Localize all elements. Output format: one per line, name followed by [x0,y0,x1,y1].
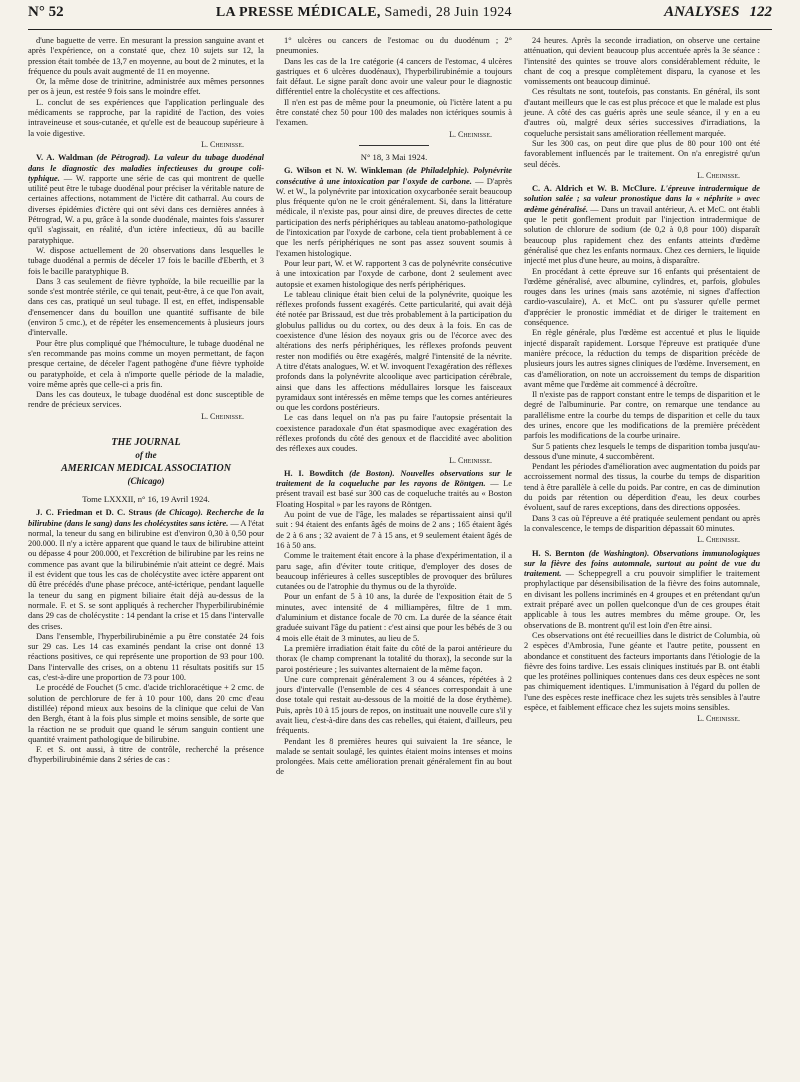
article-author: G. Wilson et N. W. Winkleman [284,166,403,176]
section-name: ANALYSES [664,4,740,20]
signature: L. Cheinisse. [697,714,740,724]
column-2 [276,36,512,778]
article-text: — A l'état normal, la teneur du sang en bilirubine est d'environ 0,30 à 0,50 pour 200.000. Il n'y a ictère apparent que quand le taux de bilirubine atteint ou dépasse 4 pour 200.000, et l'excrétion de bilirubine par les reins ne commence pas avant que la bilirubinémie n'ait atteint ce degré. Mais il est évident que tous les cas de cholécystite avec ictère apparent ont dû être précédés d'une phase précoce, anté-ictérique, pendant laquelle la teneur du sang en pigment biliaire était déjà au-dessus de la normale. F. et S. se sont appliqués à rechercher l'hyperbilirubinémie dans 29 cas de cholécystite : 14 pendant la crise et 15 dans l'intervalle des crises. [28,518,265,631]
paragraph: Comme le traitement était encore à la phase d'expérimentation, il a paru sage, afin d'éviter toute critique, d'employer des doses de beaucoup inférieures à celles susceptibles de provoquer des brûlures cutanées ou de l'atrophie du thymus ou de la thyroïde. [276,551,512,592]
issue-date: Samedi, 28 Juin 1924 [384,5,512,20]
journal-line: AMERICAN MEDICAL ASSOCIATION [61,462,231,474]
article-title: (de Boston). Nouvelles observations sur le traitement de la coqueluche par les rayons de Röntgen. [276,468,513,489]
paragraph: Dans l'ensemble, l'hyperbilirubinémie a pu être constatée 24 fois sur 29 cas. Les 14 cas examinés pendant la crise ont donné 13 réactions positives, ce qui représente une proportion de 93 pour 100. Dans l'intervalle des crises, on a obtenu 11 résultats positifs sur 15 cas, c'est-à-dire une proportion de 73 pour 100. [28,631,264,683]
paragraph: Au point de vue de l'âge, les malades se répartissaient ainsi qu'il suit : 94 étaient des enfants âgés de moins de 2 ans ; 165 étaient âgés de 2 à 6 ans ; 32 avaient de 7 à 15 ans, et 9 seulement étaient âgés de 16 à 50 ans. [276,510,512,550]
paragraph: L. conclut de ses expériences que l'application perlinguale des médicaments se rapproche, par la rapidité de l'action, des voies intraveineuse et sous-cutanée, et qu'elle est de beaucoup supérieure à la voie digestive. [28,97,264,138]
article-author: H. S. Bernton [532,548,585,558]
article-bowditch [276,469,512,510]
paragraph: Pendant les périodes d'amélioration avec augmentation du poids par accroissement normal des tissus, la courbe du temps de disparition tend à être parallèle à celle du poids. Par contre, en cas de diminution du poids par rétention ou déperdition d'eau, les deux courbes évoluent, sauf de rares exceptions, dans des directions opposées. [524,462,760,513]
article-friedman [28,508,264,632]
paragraph: Pour leur part, W. et W. rapportent 3 cas de polynévrite consécutive à une intoxication par l'oxyde de carbone, dont 2 seulement avec autopsie et examen histologique des nerfs périphériques. [276,258,512,289]
section-heading [664,4,772,21]
paragraph: Le cas dans lequel on n'a pas pu faire l'autopsie présentait la coexistence paradoxale d'un état spasmodique avec exagération des réflexes profonds du côté des genoux et de flaccidité avec abolition des réflexes aux coudes. [276,413,512,454]
paragraph: En règle générale, plus l'œdème est accentué et plus le liquide injecté disparaît rapidement. Lorsque l'épreuve est pratiquée d'une manière précoce, la réduction du temps de disparition précède de plusieurs jours les autres signes cliniques de l'œdème. Inversement, en cas d'amélioration, on note un accroissement du temps de disparition avant même que l'œdème ait commencé à décroître. [524,328,760,389]
article-text: — Scheppegrell a cru pouvoir simplifier le traitement prophylactique par désensibilisation de la fièvre des foins automnale, en divisant les pollens incriminés en 4 groupes et en prétendant qu'un extrait préparé avec un pollen quelconque d'un de ces groupes était applicable à tous les autres membres du même groupe. Or, les observations de B. montrent qu'il est loin d'en être ainsi. [524,569,761,630]
paragraph: 24 heures. Après la seconde irradiation, on observe une certaine atténuation, qui devient beaucoup plus accentuée après la 3e séance : l'intensité des quintes se trouve alors considérablement réduite, le chant de coq a presque complètement disparu, la cyanose et les vomissements ont beaucoup diminué. [524,36,760,87]
article-author: H. I. Bowditch [284,468,344,478]
issue-line: Tome LXXXII, n° 16, 19 Avril 1924. [82,493,210,504]
paragraph: Il n'en est pas de même pour la pneumonie, où l'ictère latent a pu être constaté chez 50 pour 100 des malades non ictériques soumis à l'examen. [276,97,512,128]
column-1 [28,36,264,778]
signature: L. Cheinisse. [201,411,244,421]
journal-line: of the [135,449,157,460]
signature: L. Cheinisse. [697,170,740,180]
journal-line: (Chicago) [127,475,165,486]
signature: L. Cheinisse. [449,129,492,139]
paragraph: d'une baguette de verre. En mesurant la pression sanguine avant et après l'expérience, on a constaté que, chez 10 sujets sur 12, la pression était tombée de 13,7 en moyenne, au bout de 2 minutes, et la fréquence du pouls avait augmenté de 11 en moyenne. [28,36,264,76]
article-text: — W. rapporte une série de cas qui montrent de quelle utilité peut être le tubage duodénal pour préciser la véritable nature de certaines affections, notamment de l'ictère dit catharral. Au cours de diverses épidémies d'ictère qui ont sévi dans ces dernières années à Pétrograd, W. a pu, grâce à la sonde duodénale, maintes fois s'assurer qu'il s'agissait, en réalité, d'un ictère infectieux, dû au bacille paratyphique. [28,173,264,245]
columns [28,36,772,778]
paragraph: Dans 3 cas où l'épreuve a été pratiquée seulement pendant ou après la convalescence, le temps de disparition dépassait 60 minutes. [524,513,760,533]
article-bernton [524,549,760,631]
signature: L. Cheinisse. [697,535,740,545]
paragraph: Ces résultats ne sont, toutefois, pas constants. En général, ils sont d'autant meilleurs que le cas est plus précoce et que le malade est plus jeune. A côté des cas guéris après une seule séance, il y en a eu d'autres où, malgré deux séries successives d'irradiations, la coqueluche persistait sans amélioration réellement marquée. [524,87,760,138]
journal-name: LA PRESSE MÉDICALE, [215,5,381,20]
article-text: — Dans un travail antérieur, A. et McC. ont établi que le petit gonflement produit par l'injection intradermique de solution de chlorure de sodium (de 0,2 à 0,8 pour 100) disparaît beaucoup plus rapidement chez des enfants atteints d'œdème généralisé que chez les enfants normaux. Chez ces derniers, le liquide injecté met plus d'une heure, au moins, à disparaître. [524,204,760,266]
article-wilson [276,166,512,259]
column-3 [524,36,760,778]
paragraph: 1° ulcères ou cancers de l'estomac ou du duodénum ; 2° pneumonies. [276,36,512,56]
paragraph: Dans les cas douteux, le tubage duodénal est donc susceptible de rendre de précieux services. [28,390,264,410]
article-title: (de Chicago). Recherche de la bilirubine (dans le sang) dans les cholécystites sans ictère. [28,508,264,528]
journal-heading [28,436,264,488]
issue-line: N° 18, 3 Mai 1924. [360,151,428,162]
article-text: — D'après W. et W., la polynévrite par intoxication oxycarbonée serait beaucoup plus fréquente qu'on ne le croit généralement. Si, dans la littérature médicale, il n'existe pas, pour ainsi dire, de preuves directes de cette participation des nerfs périphériques au tableau anatomo-pathologique de l'intoxication par l'oxyde de carbone, cela tient probablement à ce que les nerfs périphériques ne sont pas assez souvent soumis à l'examen histologique. [276,176,513,258]
paragraph: Sur les 300 cas, on peut dire que plus de 80 pour 100 ont été favorablement influencés par le traitement. On n'a enregistré qu'un seul décès. [524,138,760,169]
paragraph: Sur 5 patients chez lesquels le temps de disparition tomba jusqu'au-dessous d'une minute, 4 succombèrent. [524,441,760,461]
page-number: 122 [749,4,772,20]
article-waldman [28,153,264,246]
paragraph: Il n'existe pas de rapport constant entre le temps de disparition et le degré de l'albuminurie. Par contre, on remarque une tendance au parallélisme entre la courbe du temps de disparition et celle du taux des urines, encore que les modifications de la première précèdent parfois les modifications de la courbe urinaire. [524,390,760,441]
paragraph: Pour être plus compliqué que l'hémoculture, le tubage duodénal ne s'en recommande pas moins comme un moyen permettant, de façon presque certaine, de déceler l'agent pathogène d'une fièvre typhoïde ou paratyphoïde, et cela à n'importe quelle période de la maladie, voire même après que celle-ci a pris fin. [28,338,264,389]
article-text: — Le présent travail est basé sur 300 cas de coqueluche traités au « Boston Floating Hospital » par les rayons de Röntgen. [276,479,512,509]
page-header [28,4,772,30]
article-title: (de Philadelphie). Polynévrite consécutive à une intoxication par l'oxyde de carbone. [276,166,513,186]
paragraph: Pour un enfant de 5 à 10 ans, la durée de l'exposition était de 5 minutes, avec intensité de 4 milliampères, filtre de 1 mm. d'aluminium et distance focale de 70 cm. La durée de la séance était graduée suivant l'âge du patient : c'est ainsi que pour les bébés de 3 ou 4 mois elle était de 3 minutes, au lieu de 5. [276,592,512,643]
article-author: V. A. Waldman [36,153,93,163]
paragraph: Le procédé de Fouchet (5 cmc. d'acide trichloracétique + 2 cmc. de solution de perchlorure de fer à 10 pour 100, dans 20 cmc d'eau distillée) répond mieux aux besoins de la clinique que celui de Van den Bergh, étant à la fois plus simple et moins sensible, de sorte que la réaction ne se produit que quand le sérum sanguin contient une quantité vraiment pathologique de bilirubine. [28,683,264,744]
paragraph: Ces observations ont été recueillies dans le district de Columbia, où 2 espèces d'Ambrosia, l'une géante et l'autre petite, poussent en abondance et constituent des facteurs importants dans l'étiologie de la fièvre des foins tardive. Les essais cliniques institués par B. ont établi que les protéines polliniques contenues dans ces deux espèces ne sont pas chimiquement identiques. L'immunisation à l'égard du pollen de l'une des espèces reste inefficace chez les sujets très sensibles à l'autre espèce, et faiblement efficace chez les sujets moins sensibles. [524,630,760,712]
paragraph: Le tableau clinique était bien celui de la polynévrite, quoique les réflexes profonds fussent exagérés. Cette particularité, qui avait déjà été notée par Brissaud, est due très probablement à la participation du globulus pallidus ou du cortex, ou des deux à la fois. En cas de coexistence d'une lésion des noyaux gris ou de l'écorce avec des altérations des nerfs périphériques, les réflexes profonds peuvent rester non modifiés ou être exagérés, malgré l'intensité de la névrite. A titre d'états analogues, W. et W. invoquent l'exagération des réflexes profonds dans la polynévrite alcoolique avec participation cérébrale, ainsi que dans les affections médullaires lorsque les faisceaux pyramidaux sont intéressés en même temps que les cornes antérieures ou que les cordons postérieurs. [276,289,512,413]
divider [359,145,430,146]
paragraph: La première irradiation était faite du côté de la paroi antérieure du thorax (le champ comprenant la totalité du thorax), la seconde sur la paroi postérieure ; les suivantes alternaient de la même façon. [276,643,512,674]
paragraph: W. dispose actuellement de 20 observations dans lesquelles le tubage duodénal a permis de déceler 17 fois le bacille d'Eberth, et 3 fois le bacille paratyphique B. [28,245,264,276]
journal-masthead [216,5,512,21]
paragraph: Pendant les 8 premières heures qui suivaient la 1re séance, le malade se sentait soulagé, les quintes étaient moins intenses et moins prolongées. Mais cette amélioration prenait généralement fin au bout de [276,736,512,777]
article-title: (de Washington). Observations immunologiques sur la fièvre des foins automnale, surtout au point de vue du traitement. [524,548,761,579]
issue-number: N° 52 [28,4,64,20]
article-author: J. C. Friedman et D. C. Straus [36,508,152,518]
paragraph: Une cure comprenait généralement 3 ou 4 séances, répétées à 2 jours d'intervalle (l'ensemble de ces 4 séances correspondait à une dose totale qui restait au-dessous de la moitié de la dose érythème). Puis, après 10 à 15 jours de repos, on instituait une nouvelle cure s'il y avait lieu, c'est-à-dire dans des cas rebelles, qui étaient, d'ailleurs, peu fréquents. [276,674,512,736]
article-aldrich [524,184,760,266]
signature: L. Cheinisse. [449,455,492,465]
signature: L. Cheinisse. [201,139,244,149]
paragraph: Dans les cas de la 1re catégorie (4 cancers de l'estomac, 4 ulcères gastriques et 6 ulcères duodénaux), l'hyperbilirubinémie a toujours fait défaut. Le signe paraît donc avoir une valeur pour le diagnostic différentiel entre la cholécystite et ces affections. [276,56,512,97]
article-title: (de Pétrograd). La valeur du tubage duodénal dans le diagnostic des maladies infectieuses du groupe coli-typhique. [28,153,265,183]
paragraph: F. et S. ont aussi, à titre de contrôle, recherché la présence d'hyperbilirubinémie dans 2 séries de cas : [28,745,264,765]
article-author: C. A. Aldrich et W. B. McClure. [532,184,657,194]
paragraph: En procédant à cette épreuve sur 16 enfants qui présentaient de l'œdème généralisé, avec albumine, cylindres, et, parfois, globules rouges dans les urines (mais sans azotémie, ni signes d'affection cardio-vasculaire), A. et McC. ont pu s'assurer qu'elle permet d'apprécier le pronostic immédiat et de diriger le traitement en conséquence. [524,266,760,328]
article-title: L'épreuve intradermique de solution salée ; sa valeur pronostique dans la « néphrite » avec œdème généralisé. [524,184,761,214]
paragraph: Or, la même dose de trinitrine, administrée aux mêmes personnes per os à jeun, est restée 9 fois sans le moindre effet. [28,77,264,97]
journal-line: THE JOURNAL [111,436,181,448]
paragraph: Dans 3 cas seulement de fièvre typhoïde, la bile recueillie par la sonde s'est montrée stérile, ce qui tenait, peut-être, à ce que l'on avait, dans ces cas, pratiqué un seul tubage. Il est, en effet, indispensable d'ensemencer dans du bouillon une quantité suffisante de bile (environ 5 cmc.), et de répéter les ensemencements à plusieurs jours d'intervalle. [28,276,264,338]
